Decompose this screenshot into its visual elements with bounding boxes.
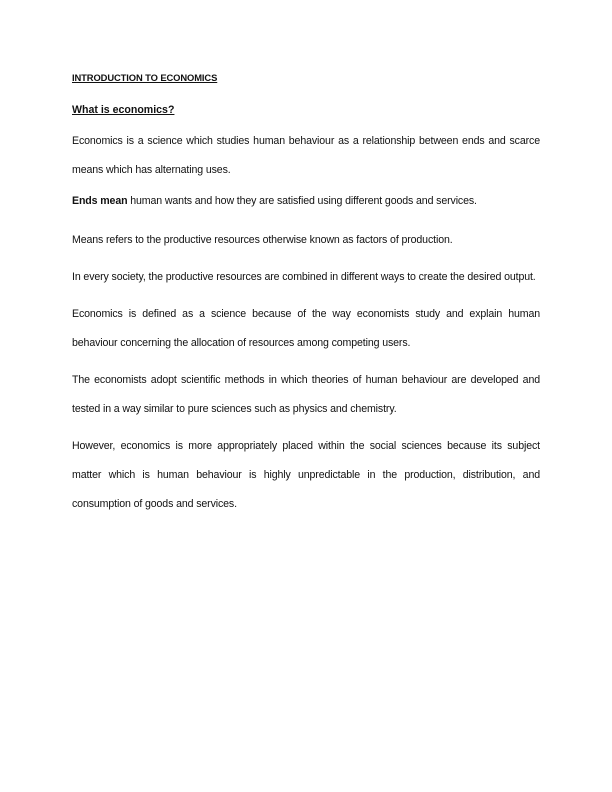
document-title: INTRODUCTION TO ECONOMICS [72,72,218,83]
paragraph-definition: Economics is a science which studies human behaviour as a relationship between ends and scarce means which has alternating uses. [72,135,540,176]
ends-mean-text: human wants and how they are satisfied using different goods and services. [127,195,477,207]
paragraph-society: In every society, the productive resources are combined in different ways to create the desired output. [72,271,536,283]
paragraph-scientific-methods: The economists adopt scientific methods in which theories of human behaviour are developed and tested in a way similar to pure sciences such as physics and chemistry. [72,374,540,415]
document-body [72,72,540,519]
paragraph-ends-mean [72,187,540,216]
paragraph-science: Economics is defined as a science because of the way economists study and explain human behaviour concerning the allocation of resources among competing users. [72,308,540,349]
section-heading: What is economics? [72,104,175,116]
ends-mean-term: Ends mean [72,195,128,207]
paragraph-means: Means refers to the productive resources otherwise known as factors of production. [72,234,453,246]
paragraph-social-sciences: However, economics is more appropriately placed within the social sciences because its subject matter which is human behaviour is highly unpredictable in the production, distribution, and consumption of goods and services. [72,440,540,510]
